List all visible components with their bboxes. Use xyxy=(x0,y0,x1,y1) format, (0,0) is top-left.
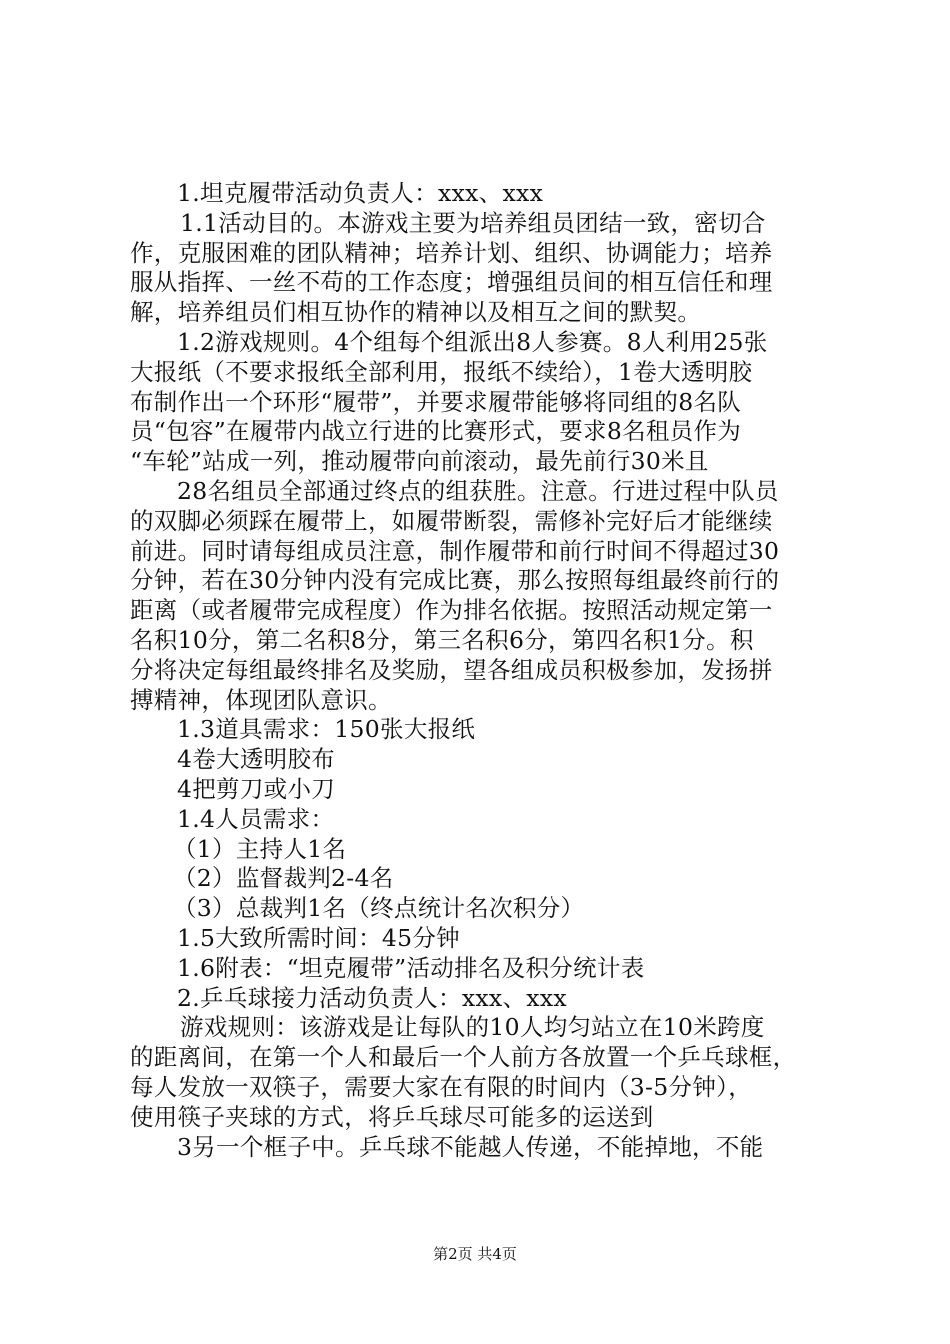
list-item: （1）主持人1名 xyxy=(173,834,347,863)
list-item: （3）总裁判1名（终点统计名次积分） xyxy=(173,894,585,923)
paragraph-line: 前进。同时请每组成员注意，制作履带和前行时间不得超过30 xyxy=(130,536,780,565)
section-heading: 2.乒乓球接力活动负责人：xxx、xxx xyxy=(177,983,567,1012)
paragraph-line: 员“包容”在履带内战立行进的比赛形式，要求8名租员作为 xyxy=(130,417,742,446)
list-item: 1.4人员需求： xyxy=(177,804,335,833)
paragraph-line: 作，克服困难的团队精神；培养计划、组织、协调能力；培养 xyxy=(130,238,773,267)
paragraph-line: 服从指挥、一丝不苟的工作态度；增强组员间的相互信任和理 xyxy=(130,268,773,297)
paragraph-line: 名积10分，第二名积8分，第三名积6分，第四名积1分。积 xyxy=(130,625,754,654)
list-item: 1.3道具需求：150张大报纸 xyxy=(177,715,476,744)
paragraph-line: 搏精神，体现团队意识。 xyxy=(130,685,392,714)
paragraph-line: 的双脚必须踩在履带上，如履带断裂，需修补完好后才能继续 xyxy=(130,506,773,535)
list-item: 1.5大致所需时间：45分钟 xyxy=(177,923,460,952)
list-item: 1.6附表：“坦克履带”活动排名及积分统计表 xyxy=(177,953,645,982)
paragraph-line: 解，培养组员们相互协作的精神以及相互之间的默契。 xyxy=(130,298,702,327)
paragraph-line: 每人发放一双筷子，需要大家在有限的时间内（3-5分钟）， xyxy=(130,1072,752,1101)
paragraph-line: 使用筷子夹球的方式，将乒乓球尽可能多的运送到 xyxy=(130,1102,654,1131)
list-item: （2）监督裁判2-4名 xyxy=(173,864,394,893)
paragraph-line: “车轮”站成一列，推动履带向前滚动，最先前行30米且 xyxy=(130,447,709,476)
paragraph-line: 分将决定每组最终排名及奖励，望各组成员积极参加，发扬拼 xyxy=(130,655,773,684)
paragraph-line: 距离（或者履带完成程度）作为排名依据。按照活动规定第一 xyxy=(130,596,773,625)
paragraph-line: 28名组员全部通过终点的组获胜。注意。行进过程中队员 xyxy=(177,476,779,505)
paragraph-line: 游戏规则：该游戏是让每队的10人均匀站立在10米跨度 xyxy=(180,1013,765,1042)
section-heading: 1.坦克履带活动负责人：xxx、xxx xyxy=(177,179,544,207)
paragraph-line: 布制作出一个环形“履带”，并要求履带能够将同组的8名队 xyxy=(130,387,742,416)
list-item: 4卷大透明胶布 xyxy=(177,745,336,774)
page-footer: 第2页 共4页 xyxy=(433,1245,517,1263)
paragraph-line: 分钟，若在30分钟内没有完成比赛，那么按照每组最终前行的 xyxy=(130,566,780,595)
paragraph-line: 1.1活动目的。本游戏主要为培养组员团结一致，密切合 xyxy=(180,208,766,237)
paragraph-line: 1.2游戏规则。4个组每个组派出8人参赛。8人利用25张 xyxy=(177,327,768,356)
document-body xyxy=(130,179,835,1162)
list-item: 4把剪刀或小刀 xyxy=(177,774,336,803)
paragraph-line: 大报纸（不要求报纸全部利用，报纸不续给），1卷大透明胶 xyxy=(130,357,753,386)
paragraph-line: 3另一个框子中。乒乓球不能越人传递，不能掉地，不能 xyxy=(177,1132,764,1161)
paragraph-line: 的距离间，在第一个人和最后一个人前方各放置一个乒乓球框， xyxy=(130,1043,797,1072)
